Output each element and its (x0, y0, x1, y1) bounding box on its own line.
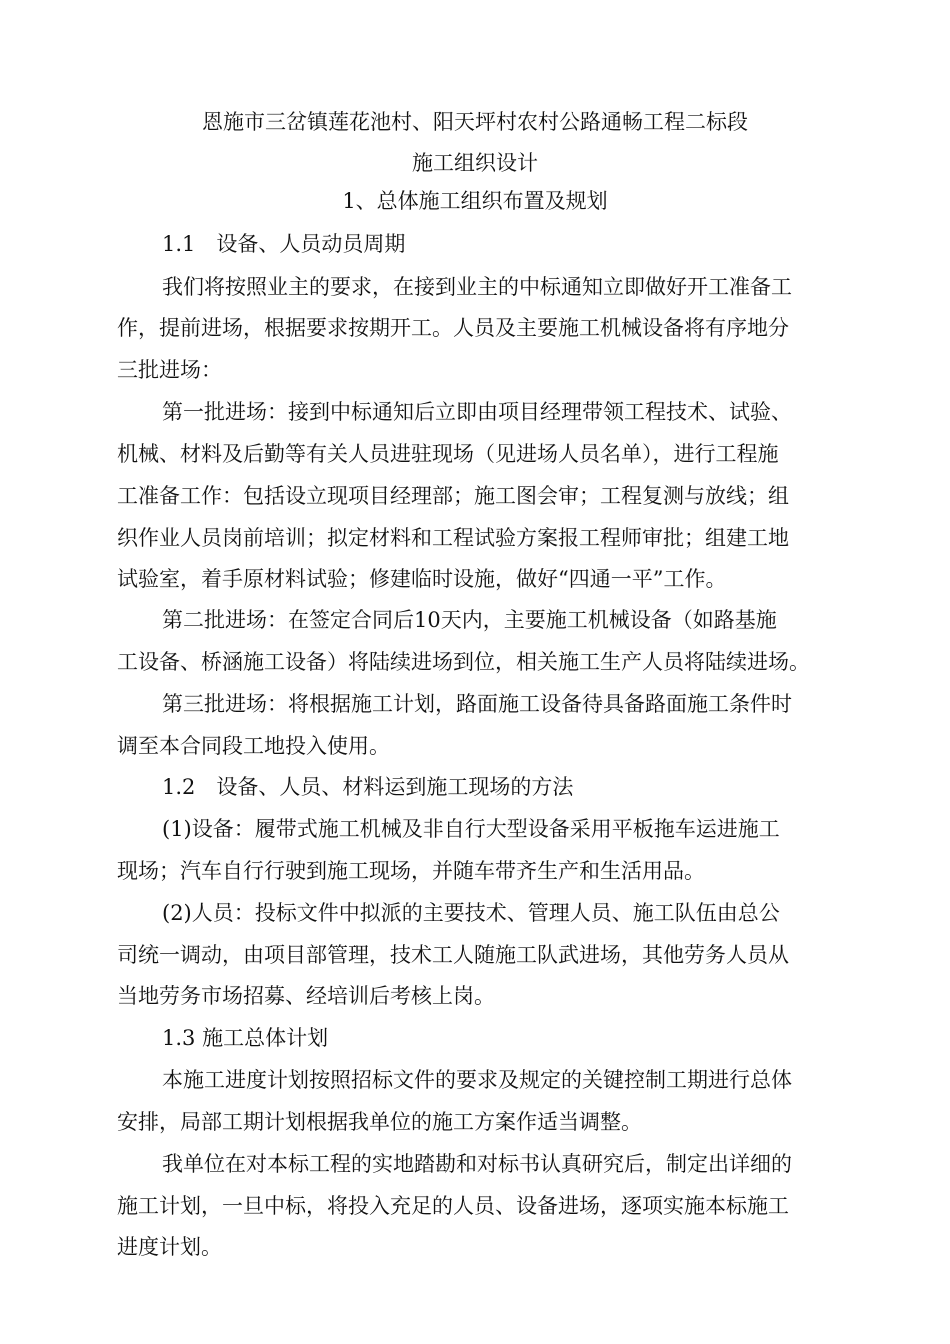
paragraph-line: 调至本合同段工地投入使用。 (117, 734, 390, 758)
paragraph-line: 第一批进场：接到中标通知后立即由项目经理带领工程技术、试验、 (162, 400, 792, 424)
section-1-2-heading: 1.2 设备、人员、材料运到施工现场的方法 (162, 775, 574, 799)
paragraph-line: 施工计划，一旦中标，将投入充足的人员、设备进场，逐项实施本标施工 (117, 1194, 789, 1218)
document-subtitle: 施工组织设计 (412, 151, 538, 175)
paragraph-line: 我单位在对本标工程的实地踏勘和对标书认真研究后，制定出详细的 (162, 1152, 792, 1176)
paragraph-line: 当地劳务市场招募、经培训后考核上岗。 (117, 984, 495, 1008)
paragraph-line: 试验室，着手原材料试验；修建临时设施，做好“四通一平”工作。 (117, 567, 727, 591)
paragraph-line: 工设备、桥涵施工设备）将陆续进场到位，相关施工生产人员将陆续进场。 (117, 650, 810, 674)
section-1-1-heading: 1.1 设备、人员动员周期 (162, 232, 406, 256)
paragraph-line: 我们将按照业主的要求，在接到业主的中标通知立即做好开工准备工 (162, 275, 792, 299)
paragraph-line: 第三批进场：将根据施工计划，路面施工设备待具备路面施工条件时 (162, 692, 792, 716)
paragraph-line: 第二批进场：在签定合同后10天内，主要施工机械设备（如路基施 (162, 608, 777, 632)
paragraph-line: (2)人员：投标文件中拟派的主要技术、管理人员、施工队伍由总公 (162, 901, 780, 925)
paragraph-line: (1)设备：履带式施工机械及非自行大型设备采用平板拖车运进施工 (162, 817, 780, 841)
paragraph-line: 机械、材料及后勤等有关人员进驻现场（见进场人员名单），进行工程施 (117, 442, 779, 466)
section-1-3-heading: 1.3 施工总体计划 (162, 1026, 329, 1050)
paragraph-line: 工准备工作：包括设立现项目经理部；施工图会审；工程复测与放线；组 (117, 484, 789, 508)
paragraph-line: 织作业人员岗前培训；拟定材料和工程试验方案报工程师审批；组建工地 (117, 526, 789, 550)
paragraph-line: 司统一调动，由项目部管理，技术工人随施工队武进场，其他劳务人员从 (117, 943, 789, 967)
paragraph-line: 安排，局部工期计划根据我单位的施工方案作适当调整。 (117, 1110, 642, 1134)
paragraph-line: 作，提前进场，根据要求按期开工。人员及主要施工机械设备将有序地分 (117, 316, 789, 340)
paragraph-line: 三批进场： (117, 358, 222, 382)
document-title: 恩施市三岔镇莲花池村、阳天坪村农村公路通畅工程二标段 (202, 110, 748, 134)
paragraph-line: 现场；汽车自行行驶到施工现场，并随车带齐生产和生活用品。 (117, 859, 705, 883)
section-1-heading: 1、总体施工组织布置及规划 (342, 189, 608, 213)
paragraph-line: 本施工进度计划按照招标文件的要求及规定的关键控制工期进行总体 (162, 1068, 792, 1092)
paragraph-line: 进度计划。 (117, 1235, 222, 1259)
